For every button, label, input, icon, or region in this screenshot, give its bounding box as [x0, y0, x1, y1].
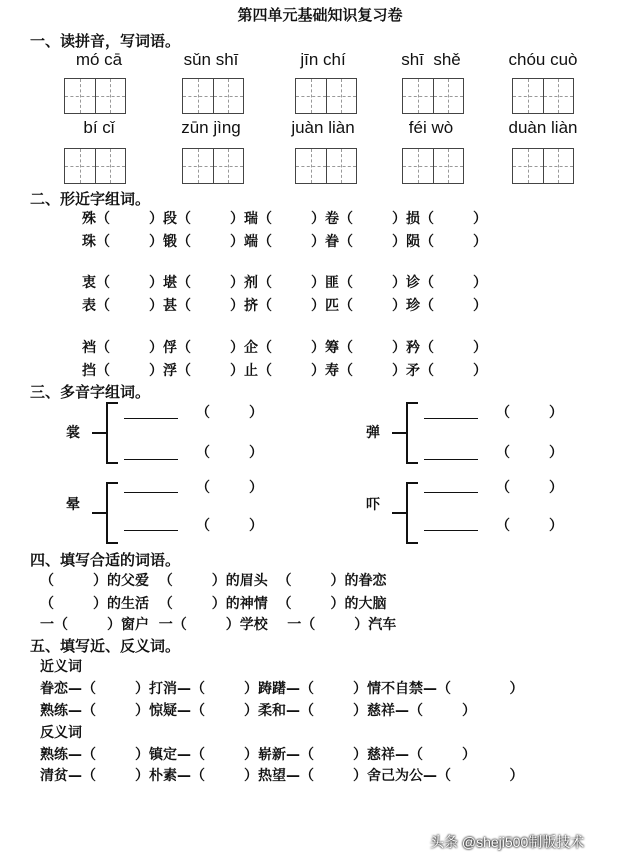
pinyin-2-5: duàn liàn: [508, 118, 578, 137]
polyphone-char: 晕: [66, 497, 80, 513]
pinyin-1-3: jīn chí: [300, 50, 346, 69]
brace: [406, 482, 418, 484]
pinyin-2-3: juàn liàn: [291, 118, 355, 137]
pinyin-1-1: mó cā: [75, 50, 123, 69]
answer-paren: （ ）: [196, 405, 263, 421]
fill-line: （ ）的生活 （ ）的神情 （ ）的大脑: [40, 596, 387, 612]
answer-paren: （ ）: [196, 445, 263, 461]
polyphone-char: 弹: [366, 425, 380, 441]
writing-grid[interactable]: [182, 78, 244, 114]
brace: [106, 402, 118, 404]
brace: [106, 542, 118, 544]
pinyin-2-1: bí cǐ: [83, 118, 115, 137]
brace: [406, 402, 418, 404]
pinyin-1-2: sǔn shī: [183, 50, 239, 69]
synonym-line: 熟练—（ ）惊疑—（ ）柔和—（ ）慈祥—（ ）: [40, 703, 476, 719]
synonym-line: 眷恋—（ ）打消—（ ）踌躇—（ ）情不自禁—（ ）: [40, 681, 524, 697]
answer-paren: （ ）: [496, 518, 563, 534]
word-group-line: 衷（ ）堪（ ）剂（ ）匪（ ）诊（ ）: [82, 275, 487, 291]
writing-grid[interactable]: [402, 148, 464, 184]
writing-grid[interactable]: [64, 78, 126, 114]
answer-line[interactable]: [124, 492, 178, 493]
answer-line[interactable]: [424, 418, 478, 419]
brace: [406, 462, 418, 464]
word-group-line: 裆（ ）俘（ ）企（ ）筹（ ）矜（ ）: [82, 340, 487, 356]
brace: [406, 542, 418, 544]
answer-paren: （ ）: [496, 405, 563, 421]
brace: [106, 402, 108, 464]
writing-grid[interactable]: [182, 148, 244, 184]
synonym-label: 近义词: [40, 659, 82, 675]
fill-line: （ ）的父爱 （ ）的眉头 （ ）的眷恋: [40, 573, 387, 589]
antonym-line: 熟练—（ ）镇定—（ ）崭新—（ ）慈祥—（ ）: [40, 747, 476, 763]
answer-paren: （ ）: [496, 445, 563, 461]
brace: [106, 482, 108, 544]
fill-line: 一（ ）窗户 一（ ）学校 一（ ）汽车: [40, 617, 397, 633]
writing-grid[interactable]: [512, 148, 574, 184]
answer-line[interactable]: [424, 459, 478, 460]
writing-grid[interactable]: [64, 148, 126, 184]
writing-grid[interactable]: [402, 78, 464, 114]
answer-paren: （ ）: [196, 480, 263, 496]
brace: [106, 482, 118, 484]
brace: [106, 462, 118, 464]
answer-line[interactable]: [424, 530, 478, 531]
watermark: 头条 @sheji500制版技术: [430, 834, 585, 850]
section1-heading: 一、读拼音，写词语。: [30, 32, 181, 50]
writing-grid[interactable]: [295, 148, 357, 184]
answer-line[interactable]: [424, 492, 478, 493]
writing-grid[interactable]: [295, 78, 357, 114]
writing-grid[interactable]: [512, 78, 574, 114]
brace: [406, 482, 408, 544]
section2-heading: 二、形近字组词。: [30, 190, 151, 208]
answer-line[interactable]: [124, 530, 178, 531]
antonym-line: 清贫—（ ）朴素—（ ）热望—（ ）舍己为公—（ ）: [40, 768, 524, 784]
pinyin-1-4: shī shě: [401, 50, 461, 69]
word-group-line: 殊（ ）段（ ）瑞（ ）卷（ ）损（ ）: [82, 211, 487, 227]
word-group-line: 表（ ）甚（ ）挤（ ）匹（ ）珍（ ）: [82, 298, 487, 314]
section4-heading: 四、填写合适的词语。: [30, 551, 181, 569]
answer-paren: （ ）: [196, 518, 263, 534]
brace: [406, 402, 408, 464]
answer-line[interactable]: [124, 418, 178, 419]
antonym-label: 反义词: [40, 725, 82, 741]
word-group-line: 珠（ ）锻（ ）端（ ）眷（ ）陨（ ）: [82, 234, 487, 250]
pinyin-1-5: chóu cuò: [508, 50, 578, 69]
section3-heading: 三、多音字组词。: [30, 383, 151, 401]
page-title: 第四单元基础知识复习卷: [237, 6, 403, 24]
word-group-line: 挡（ ）浮（ ）止（ ）寿（ ）矛（ ）: [82, 363, 487, 379]
polyphone-char: 吓: [366, 497, 380, 513]
section5-heading: 五、填写近、反义词。: [30, 637, 181, 655]
polyphone-char: 裳: [66, 425, 80, 441]
answer-paren: （ ）: [496, 480, 563, 496]
pinyin-2-2: zūn jìng: [181, 118, 241, 137]
pinyin-2-4: féi wò: [408, 118, 454, 137]
answer-line[interactable]: [124, 459, 178, 460]
